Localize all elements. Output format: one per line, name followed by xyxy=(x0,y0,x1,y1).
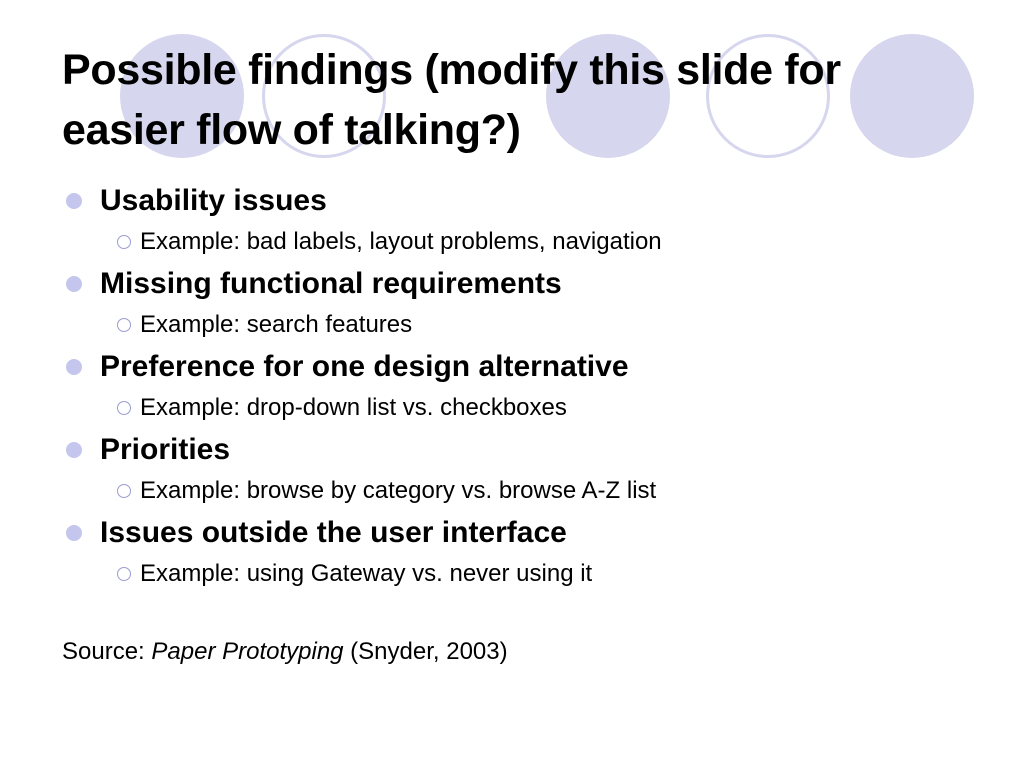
bullet-item xyxy=(62,512,1002,595)
slide-title xyxy=(62,40,992,160)
bullet-level-1 xyxy=(62,429,230,471)
bullet-item xyxy=(62,429,1002,512)
bullet-level-2 xyxy=(117,307,412,343)
bullet-item xyxy=(62,180,1002,263)
sub-bullet-ring-icon xyxy=(117,484,131,498)
bullet-item xyxy=(62,263,1002,346)
bullet-level-1 xyxy=(62,512,567,554)
bullet-text: Issues outside the user interface xyxy=(100,516,567,549)
bullet-dot-icon xyxy=(66,442,82,458)
bullet-text: Priorities xyxy=(100,433,231,466)
bullet-level-2 xyxy=(117,556,592,592)
bullet-text: Missing functional requirements xyxy=(100,267,562,300)
bullet-list xyxy=(62,180,1002,595)
bullet-dot-icon xyxy=(66,359,82,375)
title-line: Possible findings (modify this slide for xyxy=(62,46,841,94)
sub-bullet-ring-icon xyxy=(117,318,131,332)
bullet-dot-icon xyxy=(66,193,82,209)
bullet-dot-icon xyxy=(66,525,82,541)
sub-bullet-ring-icon xyxy=(117,235,131,249)
sub-bullet-text: Example: search features xyxy=(140,311,413,338)
sub-bullet-ring-icon xyxy=(117,401,131,415)
bullet-level-2 xyxy=(117,473,656,509)
source-title: Paper Prototyping xyxy=(151,638,344,665)
source-suffix: (Snyder, 2003) xyxy=(343,638,508,665)
title-line: easier flow of talking?) xyxy=(62,106,521,154)
sub-bullet-text: Example: browse by category vs. browse A-Z list xyxy=(140,477,657,504)
sub-bullet-text: Example: bad labels, layout problems, navigation xyxy=(140,228,662,255)
sub-bullet-ring-icon xyxy=(117,567,131,581)
source-prefix: Source: xyxy=(62,638,152,665)
bullet-item xyxy=(62,346,1002,429)
bullet-level-2 xyxy=(117,390,567,426)
bullet-text: Usability issues xyxy=(100,184,327,217)
bullet-text: Preference for one design alternative xyxy=(100,350,629,383)
bullet-level-1 xyxy=(62,263,562,305)
sub-bullet-text: Example: drop-down list vs. checkboxes xyxy=(140,394,567,421)
bullet-level-2 xyxy=(117,224,662,260)
bullet-level-1 xyxy=(62,180,327,222)
bullet-dot-icon xyxy=(66,276,82,292)
bullet-level-1 xyxy=(62,346,629,388)
source-citation xyxy=(62,638,508,666)
sub-bullet-text: Example: using Gateway vs. never using it xyxy=(140,560,593,587)
